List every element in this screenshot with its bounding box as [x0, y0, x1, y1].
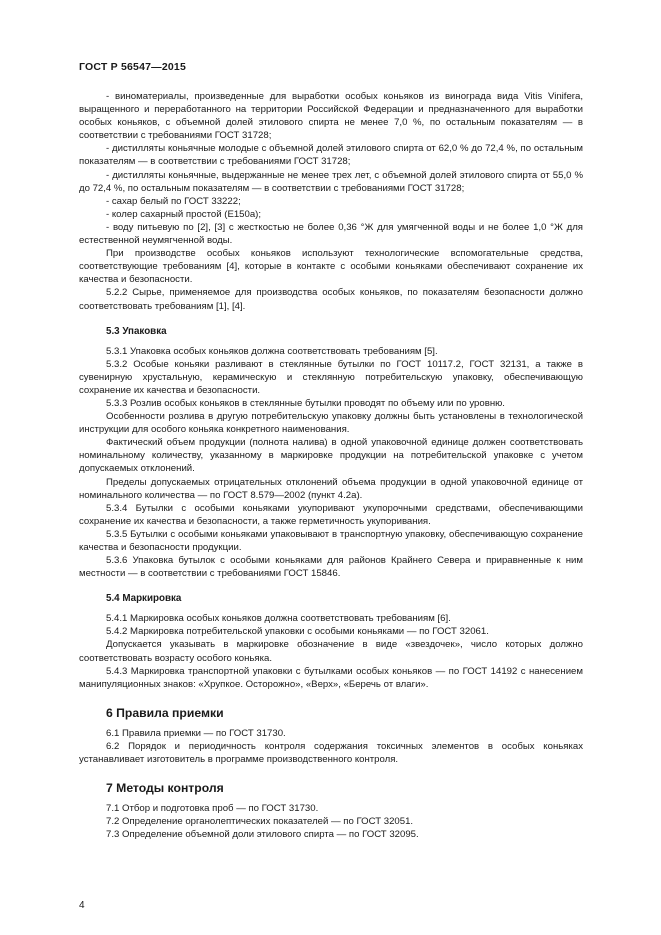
- paragraph: 5.3.3 Розлив особых коньяков в стеклянные бутылки проводят по объему или по уровню.: [106, 397, 505, 409]
- paragraph: 7.1 Отбор и подготовка проб — по ГОСТ 31730.: [106, 803, 319, 815]
- paragraph: - дистилляты коньячные молодые с объемной долей этилового спирта от 62,0 % до 72,4 %, по остальным показателям — в соответствии с требованиями ГОСТ 31728;: [79, 143, 583, 168]
- paragraph: - виноматериалы, произведенные для выработки особых коньяков из винограда вида Vitis Vinifera, выращенного и переработанного на территории Российской Федерации и предназначенного для выработки особых коньяков, с объемной долей этилового спирта не менее 7,0 %, по остальным показателям — в соответствии с требованиями ГОСТ 31728;: [79, 91, 583, 142]
- paragraph: Особенности розлива в другую потребительскую упаковку должны быть установлены в технологической инструкции для особого коньяка конкретного наименования.: [79, 411, 583, 436]
- paragraph: - сахар белый по ГОСТ 33222;: [106, 195, 241, 207]
- paragraph: 5.3.2 Особые коньяки разливают в стеклянные бутылки по ГОСТ 10117.2, ГОСТ 32131, а также в сувенирную хрустальную, керамическую и стеклянную потребительскую упаковку, обеспечивающую сохранение их качества и безопасности.: [79, 358, 583, 396]
- paragraph: - воду питьевую по [2], [3] с жесткостью не более 0,36 °Ж для умягченной воды и не более 1,0 °Ж для естественной неумягченной воды.: [79, 221, 583, 247]
- paragraph: 5.3.1 Упаковка особых коньяков должна соответствовать требованиям [5].: [106, 345, 438, 357]
- document-code: ГОСТ Р 56547—2015: [79, 61, 187, 73]
- paragraph: 5.3.5 Бутылки с особыми коньяками упаковывают в транспортную упаковку, обеспечивающую сохранение качества и безопасности продукции.: [79, 528, 583, 553]
- subsection-heading-5-3: 5.3 Упаковка: [106, 325, 167, 337]
- paragraph: - дистилляты коньячные, выдержанные не менее трех лет, с объемной долей этилового спирта от 55,0 % до 72,4 %, по остальным показателям — в соответствии с требованиями ГОСТ 31728;: [79, 169, 583, 194]
- paragraph: - колер сахарный простой (Е150а);: [106, 208, 262, 220]
- paragraph: 6.2 Порядок и периодичность контроля содержания токсичных элементов в особых коньяках устанавливает изготовитель в программе производственного контроля.: [79, 740, 583, 766]
- paragraph: При производстве особых коньяков используют технологические вспомогательные средства, соответствующие требованиям [4], которые в контакте с особыми коньяками обеспечивают сохранение их качества и безопасности.: [79, 248, 583, 286]
- paragraph: 5.4.3 Маркировка транспортной упаковки с бутылками особых коньяков — по ГОСТ 14192 с нанесением манипуляционных знаков: «Хрупкое. Осторожно», «Верх», «Беречь от влаги».: [79, 665, 583, 690]
- paragraph: 7.3 Определение объемной доли этилового спирта — по ГОСТ 32095.: [106, 829, 419, 841]
- section-heading-6: 6 Правила приемки: [106, 705, 224, 720]
- paragraph: 6.1 Правила приемки — по ГОСТ 31730.: [106, 727, 286, 739]
- paragraph: 5.2.2 Сырье, применяемое для производства особых коньяков, по показателям безопасности должно соответствовать требованиям [1], [4].: [79, 287, 583, 312]
- paragraph: Фактический объем продукции (полнота налива) в одной упаковочной единице должен соответствовать номинальному количеству, указанному в маркировке продукции на потребительской упаковке с учетом допускаемых отклонений.: [79, 437, 583, 475]
- subsection-heading-5-4: 5.4 Маркировка: [106, 593, 182, 605]
- paragraph: Допускается указывать в маркировке обозначение в виде «звездочек», число которых должно соответствовать возрасту особого коньяка.: [79, 639, 583, 664]
- paragraph: 7.2 Определение органолептических показателей — по ГОСТ 32051.: [106, 816, 414, 828]
- paragraph: Пределы допускаемых отрицательных отклонений объема продукции в одной упаковочной единице от номинального количества — по ГОСТ 8.579—2002 (пункт 4.2а).: [79, 476, 583, 501]
- paragraph: 5.3.4 Бутылки с особыми коньяками укупоривают укупорочными средствами, обеспечивающими сохранение их качества и безопасности, а также герметичность укупоривания.: [79, 502, 583, 527]
- paragraph: 5.3.6 Упаковка бутылок с особыми коньяками для районов Крайнего Севера и приравненные к ним местности — в соответствии с требованиями ГОСТ 15846.: [79, 555, 583, 580]
- paragraph: 5.4.1 Маркировка особых коньяков должна соответствовать требованиям [6].: [106, 613, 451, 625]
- page-number: 4: [79, 900, 85, 911]
- page-content: [79, 90, 583, 841]
- paragraph: 5.4.2 Маркировка потребительской упаковки с особыми коньяками — по ГОСТ 32061.: [106, 626, 489, 638]
- section-heading-7: 7 Методы контроля: [106, 781, 224, 796]
